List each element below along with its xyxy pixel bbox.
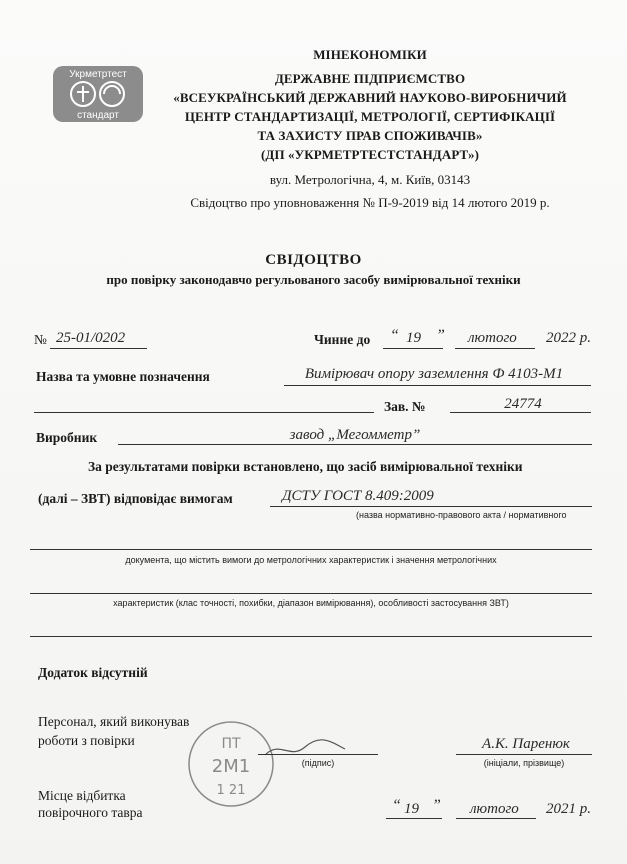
stamp-line-1: ПТ — [221, 736, 241, 752]
stamp-line-3: 1 21 — [216, 783, 246, 798]
requirements-underline-2 — [30, 593, 592, 594]
valid-day-close-quote: ” — [436, 327, 445, 344]
document-subtitle: про повірку законодавчо регульованого засобу вимірювальної техніки — [106, 272, 521, 287]
signature-mark — [260, 735, 350, 760]
authorization-certificate: Свідоцтво про уповноваження № П-9-2019 від 14 лютого 2019 р. — [190, 195, 550, 210]
org-line-2: «ВСЕУКРАЇНСЬКИЙ ДЕРЖАВНИЙ НАУКОВО-ВИРОБНИЧИЙ — [173, 90, 567, 105]
standard-value: ДСТУ ГОСТ 8.409:2009 — [282, 488, 434, 504]
manufacturer-value: завод „Мегомметр” — [289, 427, 421, 443]
valid-day-open-quote: “ — [390, 327, 399, 344]
org-line-1: ДЕРЖАВНЕ ПІДПРИЄМСТВО — [274, 71, 466, 86]
valid-month-underline — [455, 348, 535, 349]
manufacturer-label: Виробник — [36, 430, 98, 445]
device-name-value: Вимірювач опору заземлення Ф 4103-М1 — [304, 366, 564, 382]
date-month-underline — [456, 818, 536, 819]
verifier-name-underline — [456, 754, 592, 755]
valid-until-label: Чинне до — [314, 332, 371, 347]
result-line-2: (далі – ЗВТ) відповідає вимогам — [38, 491, 233, 506]
certificate-number: 25-01/0202 — [56, 330, 126, 346]
org-address: вул. Метрологічна, 4, м. Київ, 03143 — [269, 172, 471, 187]
ministry-name: МІНЕКОНОМІКИ — [313, 47, 427, 62]
personnel-label-1: Персонал, який виконував — [38, 714, 190, 729]
requirements-underline-1 — [30, 549, 592, 550]
stamp-line-2: 2М1 — [211, 756, 251, 777]
date-day: 19 — [404, 801, 419, 817]
org-short-name: (ДП «УКРМЕТРТЕСТСТАНДАРТ») — [260, 147, 479, 162]
standard-hint-2: документа, що містить вимоги до метрологічних характеристик і значення метрологічних — [125, 555, 497, 565]
date-day-open-quote: “ — [392, 797, 401, 814]
standard-hint-3: характеристик (клас точності, похибки, діапазон вимірювання), особливості застосування ЗВТ) — [113, 598, 509, 608]
date-year: 2021 р. — [546, 801, 591, 817]
valid-day: 19 — [406, 330, 421, 346]
serial-underline — [450, 412, 591, 413]
document-title: СВІДОЦТВО — [265, 252, 362, 268]
verifier-name: А.К. Паренюк — [482, 736, 570, 752]
device-name-underline — [284, 385, 591, 386]
number-underline — [50, 348, 147, 349]
standard-underline — [270, 506, 592, 507]
valid-year: 2022 р. — [546, 330, 591, 346]
number-prefix: № — [34, 332, 47, 347]
standard-hint-1: (назва нормативно-правового акта / нормативного — [356, 510, 567, 520]
manufacturer-underline — [118, 444, 592, 445]
personnel-label-2: роботи з повірки — [38, 733, 135, 748]
serial-value: 24774 — [504, 396, 542, 412]
verifier-name-hint: (ініціали, прізвище) — [483, 758, 565, 768]
valid-month: лютого — [468, 330, 517, 346]
date-day-close-quote: ” — [432, 797, 441, 814]
place-label-2: повірочного тавра — [38, 805, 143, 820]
org-line-3: ЦЕНТР СТАНДАРТИЗАЦІЇ, МЕТРОЛОГІЇ, СЕРТИФІКАЦІЇ — [184, 109, 556, 124]
logo-top-text: Укрметртест — [69, 69, 127, 80]
date-day-underline — [386, 818, 442, 819]
date-month: лютого — [470, 801, 519, 817]
requirements-underline-3 — [30, 636, 592, 637]
device-name-label: Назва та умовне позначення — [36, 369, 210, 384]
place-label-1: Місце відбитка — [38, 788, 126, 803]
serial-label: Зав. № — [384, 399, 426, 414]
org-line-4: ТА ЗАХИСТУ ПРАВ СПОЖИВАЧІВ» — [257, 128, 483, 143]
result-line-1: За результатами повірки встановлено, що засіб вимірювальної техніки — [88, 459, 523, 474]
valid-day-underline — [383, 348, 443, 349]
logo-bottom-text: стандарт — [77, 110, 119, 121]
signature-hint: (підпис) — [301, 758, 335, 768]
blank-underline — [34, 412, 374, 413]
appendix-note: Додаток відсутній — [38, 665, 148, 680]
signature-underline — [258, 754, 378, 755]
